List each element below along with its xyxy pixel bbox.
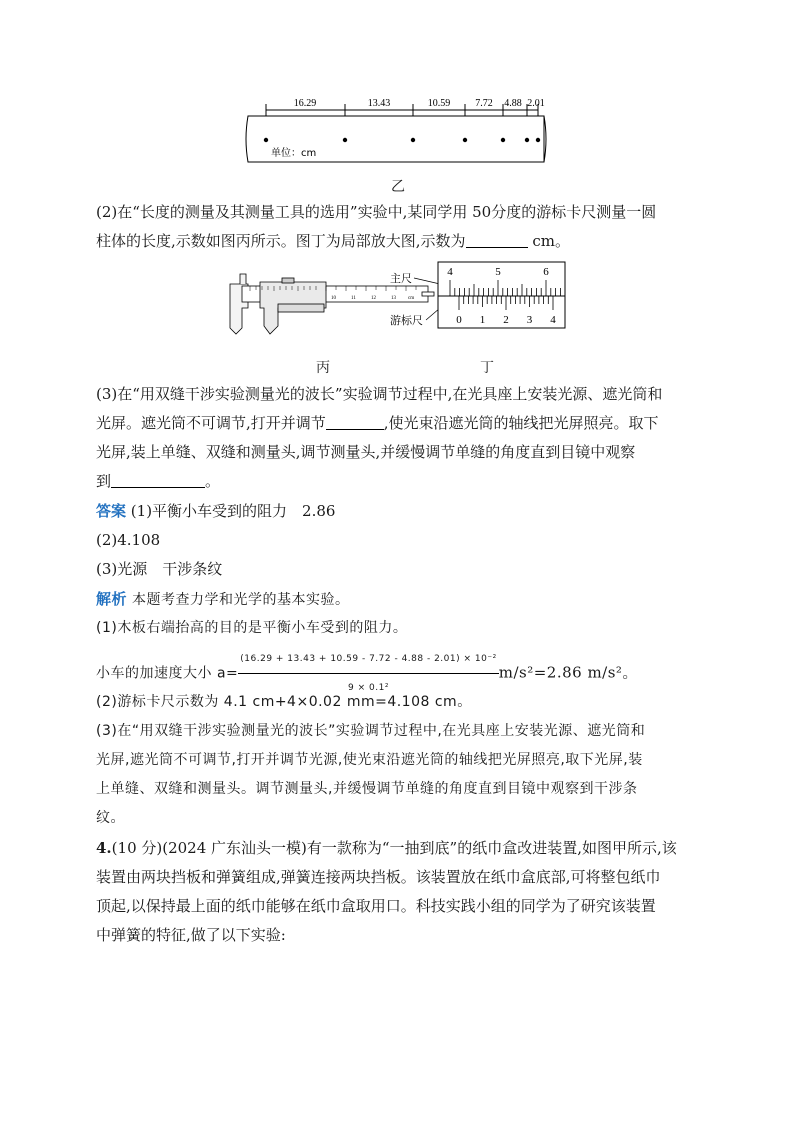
analysis-part-3-line-1: (3)在“用双缝干涉实验测量光的波长”实验调节过程中,在光具座上安装光源、遮光筒和 <box>96 723 646 739</box>
q4-line-4: 中弹簧的特征,做了以下实验: <box>96 926 286 944</box>
tape-segment-label: 7.72 <box>475 98 493 109</box>
q3-text-before-blank-2: 到 <box>96 472 112 490</box>
q3-text-after-blank: ,使光束沿遮光筒的轴线把光屏照亮。取下 <box>383 414 659 432</box>
q3-text-after-blank-2: 。 <box>205 472 221 490</box>
answer-line-2: (2)4.108 <box>96 531 161 549</box>
main-scale-tick-label: 4 <box>447 266 453 278</box>
main-scale-label: 主尺 <box>390 272 412 285</box>
tape-segment-label: 13.43 <box>367 98 391 109</box>
fraction-denominator: 9 × 0.1² <box>348 683 389 693</box>
analysis-part-1: (1)木板右端抬高的目的是平衡小车受到的阻力。 <box>96 620 408 636</box>
figure-caption-yi: 乙 <box>391 179 405 195</box>
vernier-tick-label: 3 <box>526 314 533 326</box>
q4-line-3: 顶起,以保持最上面的纸巾能够在纸巾盒取用口。科技实践小组的同学为了研究该装置 <box>96 897 656 915</box>
answer-part-1: (1)平衡小车受到的阻力 2.86 <box>130 502 336 520</box>
q2-text-before-blank: 柱体的长度,示数如图丙所示。图丁为局部放大图,示数为 <box>96 232 466 250</box>
analysis-part-3-line-3: 上单缝、双缝和测量头。调节测量头,并缓慢调节单缝的角度直到目镜中观察到干涉条 <box>96 781 638 797</box>
vernier-tick-label: 1 <box>479 314 486 326</box>
analysis-part-3-line-2: 光屏,遮光筒不可调节,打开并调节光源,使光束沿遮光筒的轴线把光屏照亮,取下光屏,装 <box>96 752 643 768</box>
q4-line-1 <box>96 839 677 857</box>
main-scale-tick-label: 5 <box>495 266 501 278</box>
main-scale-tick-label: 6 <box>543 266 549 278</box>
svg-text:10: 10 <box>331 296 336 301</box>
vernier-tick-label: 0 <box>456 314 462 326</box>
paper-tape-figure <box>238 92 558 172</box>
q4-text-1: (10 分)(2024 广东汕头一模)有一款称为“一抽到底”的纸巾盒改进装置,如图甲所示,该 <box>111 839 677 857</box>
q3-text-before-blank: 光屏。遮光筒不可调节,打开并调节 <box>96 414 326 432</box>
answer-blank-q3-1 <box>326 415 384 430</box>
figure-caption-bing: 丙 <box>316 360 330 376</box>
analysis-part-3-line-4: 纹。 <box>96 810 125 826</box>
q3-line-2 <box>96 414 659 432</box>
tape-segment-label: 2.01 <box>527 98 545 109</box>
tape-segment-label: 4.88 <box>504 98 522 109</box>
figure-caption-ding: 丁 <box>480 360 494 376</box>
answer-label: 答案 <box>96 502 127 520</box>
analysis-intro: 本题考查力学和光学的基本实验。 <box>131 592 350 608</box>
q2-line-2 <box>96 232 570 250</box>
q3-line-3: 光屏,装上单缝、双缝和测量头,调节测量头,并缓慢调节单缝的角度直到目镜中观察 <box>96 443 636 461</box>
fraction-numerator: (16.29 + 13.43 + 10.59 - 7.72 - 4.88 - 2.01) × 10⁻² <box>238 646 498 674</box>
answer-blank-q3-2 <box>111 473 205 488</box>
q3-line-4 <box>96 472 220 490</box>
analysis-part-2: (2)游标卡尺示数为 4.1 cm+4×0.02 mm=4.108 cm。 <box>96 694 472 710</box>
tape-unit-label: 单位：cm <box>271 148 317 159</box>
svg-text:13: 13 <box>391 296 396 301</box>
q4-line-2: 装置由两块挡板和弹簧组成,弹簧连接两块挡板。该装置放在纸巾盒底部,可将整包纸巾 <box>96 868 661 886</box>
vernier-tick-label: 2 <box>503 314 509 326</box>
analysis-label: 解析 <box>96 590 128 608</box>
svg-text:12: 12 <box>371 296 376 301</box>
tape-segment-label: 10.59 <box>427 98 451 109</box>
vernier-tick-label: 4 <box>550 314 556 326</box>
formula-suffix: m/s²=2.86 m/s²。 <box>498 663 638 682</box>
answer-line-3: (3)光源 干涉条纹 <box>96 560 223 578</box>
tape-segment-label: 16.29 <box>293 98 317 109</box>
svg-text:cm: cm <box>408 296 415 301</box>
svg-text:11: 11 <box>351 296 356 301</box>
q4-number: 4. <box>96 839 112 857</box>
enlarged-scale-figure <box>388 258 570 332</box>
analysis-line-1 <box>96 590 349 609</box>
formula-prefix: 小车的加速度大小 a= <box>96 665 239 682</box>
q3-line-1: (3)在“用双缝干涉实验测量光的波长”实验调节过程中,在光具座上安装光源、遮光筒和 <box>96 385 663 403</box>
q2-line-1: (2)在“长度的测量及其测量工具的选用”实验中,某同学用 50分度的游标卡尺测量一圆 <box>96 203 657 221</box>
q2-text-after-blank: cm。 <box>527 232 570 250</box>
answer-blank-q2 <box>466 233 528 248</box>
answer-line-1 <box>96 502 335 520</box>
vernier-scale-label: 游标尺 <box>390 314 423 327</box>
